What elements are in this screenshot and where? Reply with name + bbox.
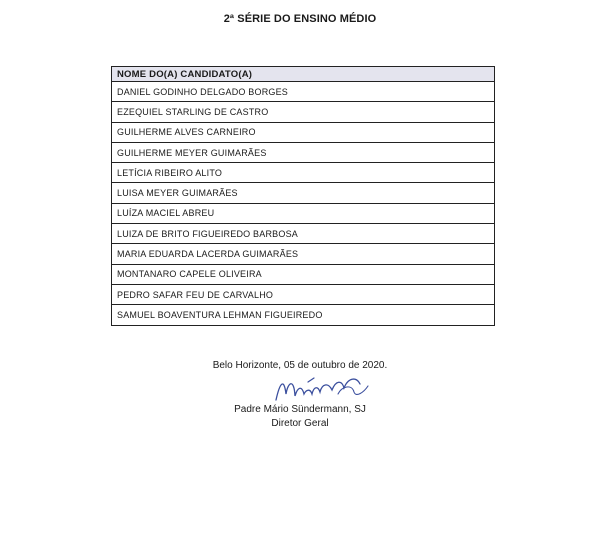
candidates-table	[111, 66, 495, 326]
table-row: LUÍZA MACIEL ABREU	[112, 204, 494, 224]
table-row: PEDRO SAFAR FEU DE CARVALHO	[112, 285, 494, 305]
table-row: EZEQUIEL STARLING DE CASTRO	[112, 102, 494, 122]
table-row: MONTANARO CAPELE OLIVEIRA	[112, 265, 494, 285]
document-heading: 2ª SÉRIE DO ENSINO MÉDIO	[223, 13, 377, 25]
table-row: GUILHERME MEYER GUIMARÃES	[112, 143, 494, 163]
signer-name: Padre Mário Sündermann, SJ	[234, 404, 366, 415]
table-row: SAMUEL BOAVENTURA LEHMAN FIGUEIREDO	[112, 305, 494, 325]
table-row: MARIA EDUARDA LACERDA GUIMARÃES	[112, 244, 494, 264]
place-date: Belo Horizonte, 05 de outubro de 2020.	[212, 360, 388, 371]
table-row: GUILHERME ALVES CARNEIRO	[112, 123, 494, 143]
table-row: LUIZA DE BRITO FIGUEIREDO BARBOSA	[112, 224, 494, 244]
signature-mark	[268, 372, 378, 408]
table-row: DANIEL GODINHO DELGADO BORGES	[112, 82, 494, 102]
signer-role: Diretor Geral	[271, 418, 329, 429]
table-row: LUISA MEYER GUIMARÃES	[112, 183, 494, 203]
table-header: NOME DO(A) CANDIDATO(A)	[112, 67, 494, 82]
table-row: LETÍCIA RIBEIRO ALITO	[112, 163, 494, 183]
